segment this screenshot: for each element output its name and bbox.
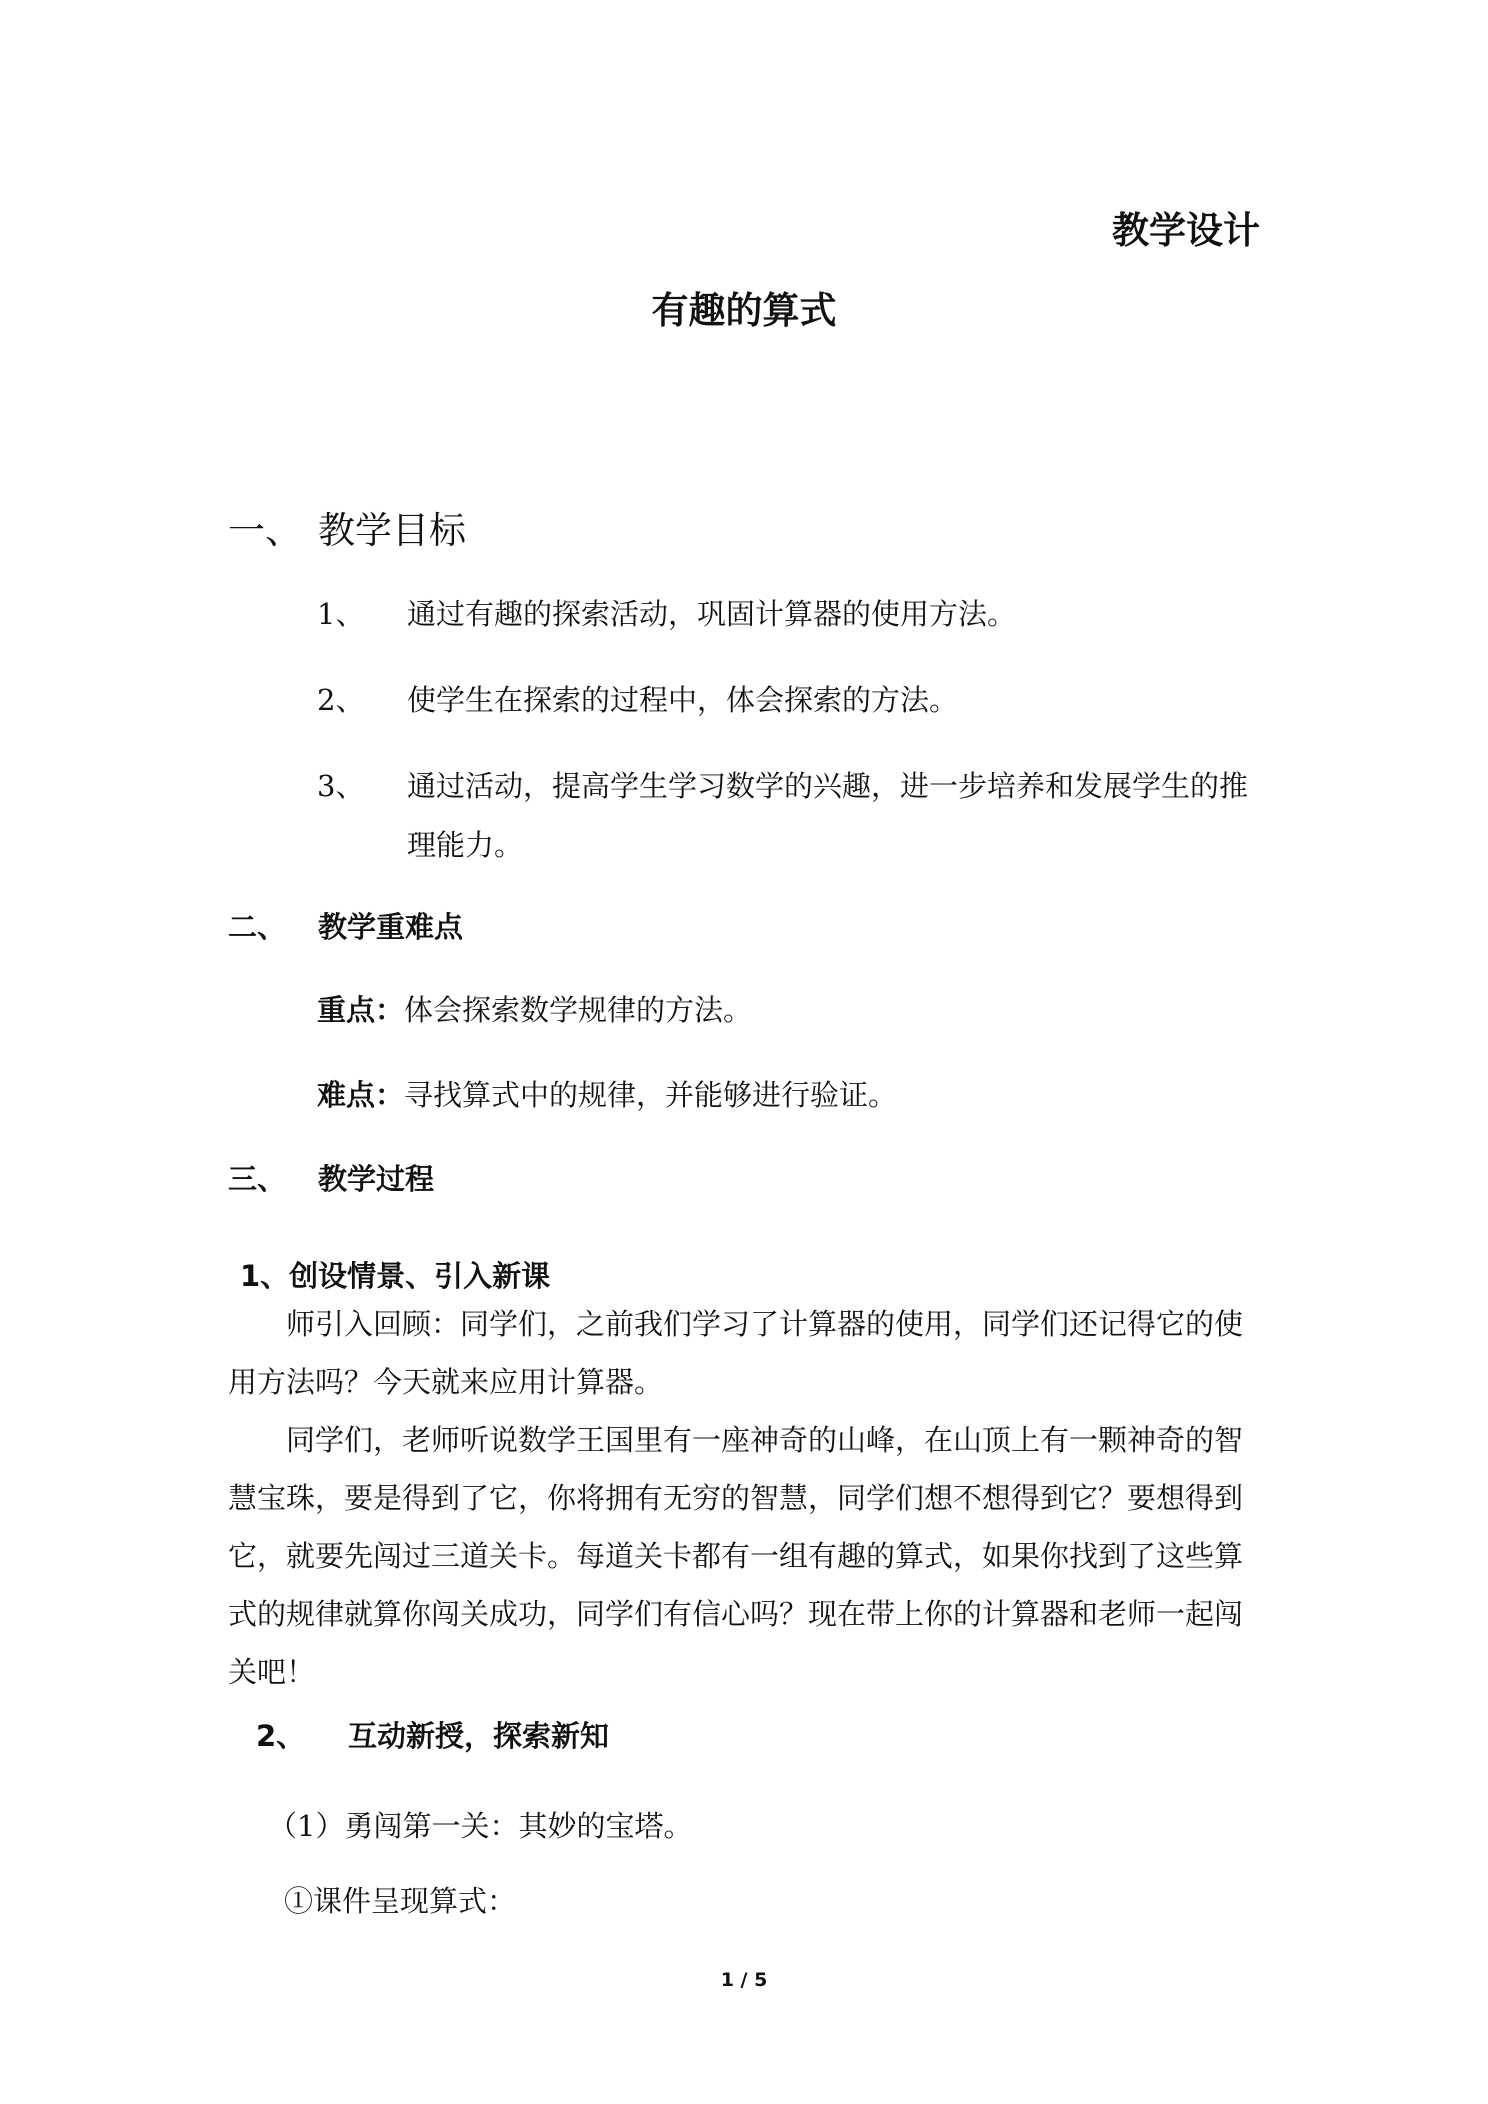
section-title: 教学重难点 [318, 910, 464, 944]
page-title: 有趣的算式 [651, 289, 837, 332]
key-point-label: 重点： [317, 993, 405, 1027]
section-number: 一、 [228, 509, 302, 552]
section-heading-process [228, 1157, 434, 1198]
step-title: 互动新授，探索新知 [348, 1719, 610, 1753]
sub-step-1-item: ①课件呈现算式： [284, 1884, 517, 1918]
difficult-point-text: 寻找算式中的规律，并能够进行验证。 [404, 1078, 898, 1112]
sub-step-1: （1）勇闯第一关：其妙的宝塔。 [268, 1809, 693, 1843]
item-text: 通过有趣的探索活动，巩固计算器的使用方法。 [407, 597, 1017, 631]
difficult-point-label: 难点： [317, 1078, 405, 1112]
section-number: 三、 [228, 1162, 287, 1196]
item-text: 使学生在探索的过程中，体会探索的方法。 [407, 683, 959, 717]
item-number: 1、 [317, 597, 365, 631]
key-point [317, 988, 752, 1029]
key-point-text: 体会探索数学规律的方法。 [404, 993, 753, 1027]
objective-item-3-continued: 理能力。 [407, 828, 524, 862]
section-heading-objectives [228, 500, 466, 554]
paragraph-intro: 师引入回顾：同学们，之前我们学习了计算器的使用，同学们还记得它的使用方法吗？今天就来应用计算器。 [228, 1307, 1244, 1399]
section-title: 教学目标 [318, 509, 466, 552]
document-type: 教学设计 [1112, 209, 1260, 252]
step-2-heading [256, 1714, 609, 1755]
section-number: 二、 [228, 910, 287, 944]
difficult-point [317, 1073, 897, 1114]
paragraph-story: 同学们，老师听说数学王国里有一座神奇的山峰，在山顶上有一颗神奇的智慧宝珠，要是得到了它，你将拥有无穷的智慧，同学们想不想得到它？要想得到它，就要先闯过三道关卡。每道关卡都有一组有趣的算式，如果你找到了这些算式的规律就算你闯关成功，同学们有信心吗？现在带上你的计算器和老师一起闯关吧！ [228, 1423, 1244, 1689]
item-text: 通过活动，提高学生学习数学的兴趣，进一步培养和发展学生的推 [407, 769, 1249, 803]
section-title: 教学过程 [318, 1162, 435, 1196]
step-number: 2、 [256, 1719, 306, 1753]
item-number: 2、 [317, 683, 365, 717]
page-number: 1 / 5 [720, 1969, 768, 1991]
item-number: 3、 [317, 769, 365, 803]
section-heading-key-points [228, 905, 463, 946]
step-1-heading: 1、创设情景、引入新课 [240, 1259, 551, 1293]
